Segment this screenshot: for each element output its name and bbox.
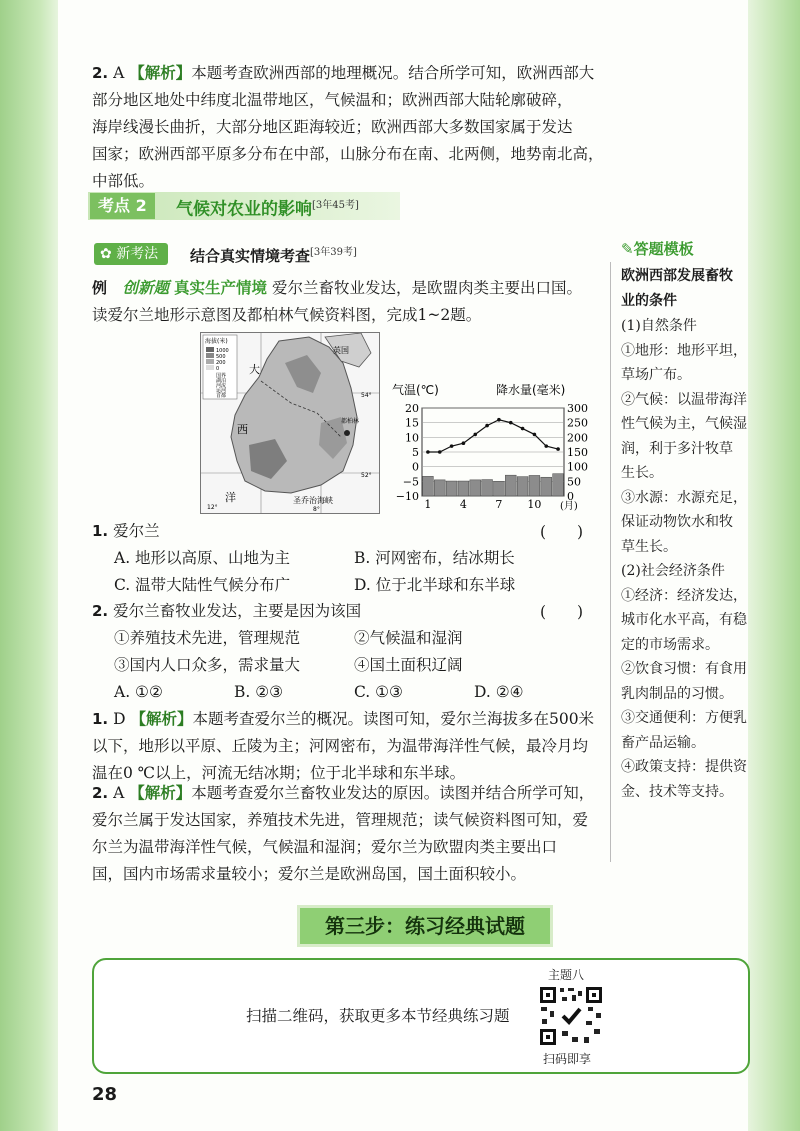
sidebar-line: 生长。 — [621, 465, 663, 481]
climate-chart — [386, 380, 606, 512]
temperature-point — [544, 444, 548, 448]
sidebar-line: 乳肉制品的习惯。 — [621, 685, 733, 702]
sidebar-line: ①地形：地形平坦， — [621, 342, 747, 359]
sidebar-line: ②饮食习惯：有食用 — [621, 661, 747, 677]
precip-bar — [529, 475, 540, 496]
temperature-point — [426, 450, 430, 454]
chart-right-label: 降水量(毫米) — [496, 383, 566, 397]
sidebar-line: ③水源：水源充足， — [621, 489, 747, 506]
map-legend-v2: 200 — [216, 360, 226, 366]
answer-2: 2. A 【解析】本题考查爱尔兰畜牧业发达的原因。读图并结合所学可知， 爱尔兰属于发达国家，养殖技术先进，管理规范；读气候资料图可知，爱 尔兰为温带海洋性气候，气候温和湿润；爱尔兰为欧盟肉类主要出口 国，国内市场需求量较小；爱尔兰是欧洲岛国，国土面积较小。 — [92, 784, 595, 883]
sidebar-line: 金、技术等支持。 — [621, 783, 733, 800]
temperature-line — [428, 420, 558, 452]
right-tick: 200 — [567, 431, 588, 445]
map-label-54: 54° — [361, 392, 372, 399]
temperature-point — [485, 424, 489, 428]
map-label-8: 8° — [313, 506, 320, 513]
precip-bar — [541, 477, 552, 496]
precip-bar — [553, 474, 564, 496]
prev-answer: 2. A 【解析】本题考查欧洲西部的地理概况。结合所学可知，欧洲西部大 部分地区地处中纬度北温带地区，气候温和；欧洲西部大陆轮廓破碎， 海岸线漫长曲折，大部分地区距海较近；欧洲西部大多数国家属于发达 国家；欧洲西部平原多分布在中部，山脉分布在南、北两侧，地势南北高， 中部低。 — [92, 64, 604, 190]
map-svg — [201, 333, 379, 513]
map-legend-v3: 0 — [216, 366, 220, 372]
x-tick: 4 — [459, 498, 467, 511]
sidebar-head: ✎答题模板 — [621, 240, 694, 258]
ireland-map — [200, 332, 380, 514]
left-tick: 10 — [405, 431, 419, 445]
section-tag: 考点 2 — [90, 193, 155, 219]
left-tick: −10 — [395, 490, 419, 503]
right-tick: 300 — [567, 402, 588, 415]
sidebar-line: 润，利于多汁牧草 — [621, 440, 733, 457]
map-legend-v0: 1000 — [216, 348, 229, 354]
map-label-da: 大 — [249, 363, 260, 376]
map-legend-i1: 湖泊 — [216, 378, 227, 384]
qr-text: 扫描二维码，获取更多本节经典练习题 — [246, 1007, 510, 1025]
precip-bar — [494, 481, 505, 496]
left-tick: 0 — [412, 460, 419, 474]
example-block: 例 创新题 真实生产情境 爱尔兰畜牧业发达，是欧盟肉类主要出口国。 读爱尔兰地形示意图及都柏林气候资料图，完成1~2题。 — [92, 278, 582, 324]
map-legend-title: 海拔(米) — [205, 338, 228, 345]
precip-bar — [517, 477, 528, 496]
precip-bar — [470, 480, 481, 496]
x-tick: 10 — [527, 498, 542, 511]
precip-bar — [505, 475, 516, 496]
page-number: 28 — [92, 1084, 118, 1105]
sidebar-line: 草生长。 — [621, 538, 677, 555]
map-label-uk: 英国 — [333, 346, 349, 355]
temperature-point — [438, 450, 442, 454]
subsection-tag: ✿ 新考法 — [94, 243, 168, 265]
map-label-xi: 西 — [237, 423, 248, 436]
right-tick: 50 — [567, 475, 581, 489]
sidebar-line: ②气候：以温带海洋 — [621, 391, 747, 408]
map-legend-i4: 首都 — [216, 393, 227, 399]
precip-bar — [446, 481, 457, 496]
precip-bar — [423, 476, 434, 496]
answer-1: 1. D 【解析】本题考查爱尔兰的概况。读图可知，爱尔兰海拔多在500米 以下，地形以平原、丘陵为主；河网密布，为温带海洋性气候，最冷月均 温在0 ℃以上，河流无结冰期；位于北半球和东半球。 — [92, 710, 595, 782]
map-legend-i3: 运河 — [216, 388, 227, 394]
map-legend-v1: 500 — [216, 354, 226, 360]
map-label-12: 12° — [207, 504, 218, 511]
subsection-title: 结合真实情境考查[3年39考] — [190, 247, 357, 265]
sidebar-line: ①经济：经济发达， — [621, 587, 747, 604]
temperature-point — [509, 421, 513, 425]
step-title: 第三步：练习经典试题 — [325, 914, 525, 938]
temperature-point — [450, 444, 454, 448]
map-label-52: 52° — [361, 472, 372, 479]
chart-left-label: 气温(℃) — [392, 383, 439, 397]
right-tick: 100 — [567, 460, 588, 474]
sidebar-line: 畜产品运输。 — [621, 734, 705, 751]
temperature-point — [497, 418, 501, 422]
question-1: 1. 爱尔兰 A. 地形以高原、山地为主 B. 河网密布，结冰期长 C. 温带大陆性气候分布广 D. 位于北半球和东半球 — [92, 522, 516, 594]
question-2: 2. 爱尔兰畜牧业发达，主要是因为该国 ①养殖技术先进，管理规范 ②气候温和湿润 ③国内人口众多，需求量大 ④国土面积辽阔 A. ①② B. ②③ C. ①③ D. ②④ — [92, 602, 524, 701]
temperature-point — [462, 441, 466, 445]
climate-chart-svg — [386, 380, 606, 512]
x-tick: 7 — [495, 498, 503, 511]
x-tick: 1 — [424, 498, 432, 511]
precip-bar — [482, 480, 493, 496]
x-unit-label: (月) — [560, 501, 578, 512]
sidebar-line: ④政策支持：提供资 — [621, 759, 747, 775]
temperature-point — [556, 447, 560, 451]
map-legend-i0: 国界 — [216, 373, 227, 379]
sidebar-line: (2)社会经济条件 — [621, 563, 725, 579]
qr-top-label: 主题八 — [548, 968, 585, 982]
left-tick: 20 — [405, 402, 419, 415]
qr-code[interactable] — [538, 985, 604, 1047]
qr-code-icon — [538, 985, 604, 1047]
chart-bars — [423, 474, 564, 496]
map-label-dublin: 都柏林 — [341, 418, 360, 425]
map-label-yang: 洋 — [225, 491, 236, 504]
sidebar-title: 欧洲西部发展畜牧 业的条件 — [621, 268, 733, 309]
qr-bottom-label: 扫码即享 — [543, 1052, 592, 1066]
chart-temperature-line — [426, 418, 560, 454]
right-tick: 150 — [567, 446, 588, 459]
sidebar-line: 城市化水平高，有稳 — [621, 612, 747, 628]
sidebar-content — [621, 314, 761, 804]
sidebar-line: ③交通便利：方便乳 — [621, 710, 747, 726]
left-tick: −5 — [402, 475, 419, 489]
right-tick: 0 — [567, 490, 574, 503]
q1-answer-paren: ( ) — [540, 523, 584, 541]
sidebar-line: 定的市场需求。 — [621, 636, 719, 653]
precip-bar — [458, 481, 469, 496]
temperature-point — [521, 427, 525, 431]
map-label-sea: 圣乔治海峡 — [293, 496, 333, 505]
pen-icon: ✎ — [621, 240, 634, 258]
left-tick: 5 — [412, 446, 419, 459]
sidebar-line: 草场广布。 — [621, 367, 691, 383]
temperature-point — [473, 433, 477, 437]
sidebar-line: 性气候为主，气候湿 — [621, 416, 747, 432]
temperature-point — [533, 433, 537, 437]
sidebar-line: 保证动物饮水和牧 — [621, 514, 733, 530]
precip-bar — [434, 480, 445, 496]
section-title: 气候对农业的影响[3年45考] — [176, 199, 359, 220]
q2-answer-paren: ( ) — [540, 603, 584, 621]
sidebar-line: (1)自然条件 — [621, 318, 697, 334]
right-tick: 250 — [567, 416, 588, 430]
left-tick: 15 — [405, 416, 419, 430]
map-legend-i2: 河流 — [216, 383, 227, 389]
